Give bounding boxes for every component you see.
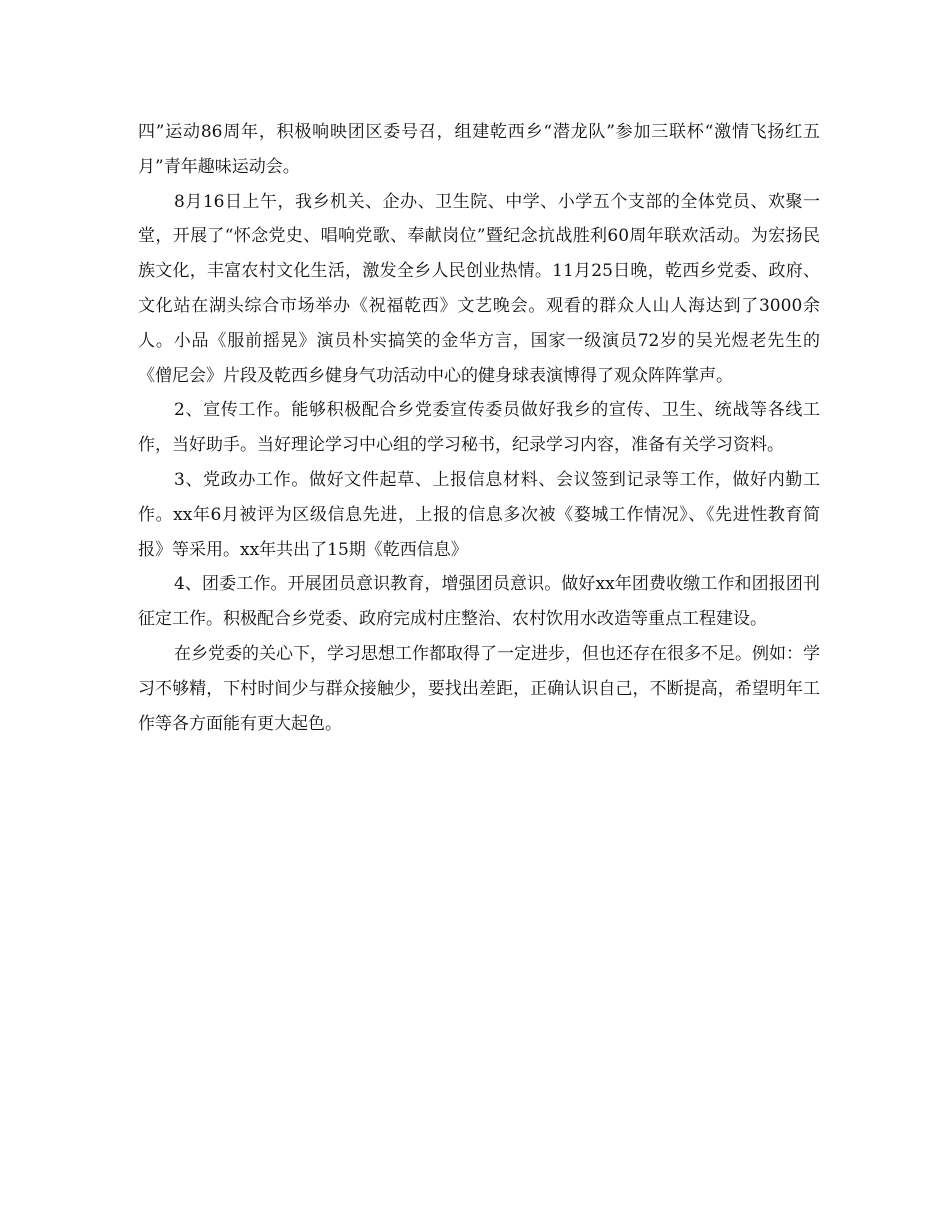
paragraph-party-activities: 8月16日上午，我乡机关、企办、卫生院、中学、小学五个支部的全体党员、欢聚一堂，开展了“怀念党史、唱响党歌、奉献岗位”暨纪念抗战胜利60周年联欢活动。为宏扬民族文化，丰富农村文化生活，激发全乡人民创业热情。11月25日晚，乾西乡党委、政府、文化站在湖头综合市场举办《祝福乾西》文艺晚会。观看的群众人山人海达到了3000余人。小品《服前摇晃》演员朴实搞笑的金华方言，国家一级演员72岁的吴光煜老先生的《僧尼会》片段及乾西乡健身气功活动中心的健身球表演博得了观众阵阵掌声。 [138, 191, 820, 386]
paragraph-continuation: 四”运动86周年，积极响映团区委号召，组建乾西乡“潜龙队”参加三联杯“激情飞扬红五月”青年趣味运动会。 [138, 122, 820, 177]
paragraph-conclusion: 在乡党委的关心下，学习思想工作都取得了一定进步，但也还存在很多不足。例如：学习不够精，下村时间少与群众接触少，要找出差距，正确认识自己，不断提高，希望明年工作等各方面能有更大起色。 [138, 643, 820, 734]
paragraph-propaganda-work: 2、宣传工作。能够积极配合乡党委宣传委员做好我乡的宣传、卫生、统战等各线工作，当好助手。当好理论学习中心组的学习秘书，纪录学习内容，准备有关学习资料。 [138, 400, 820, 456]
paragraph-party-office-work: 3、党政办工作。做好文件起草、上报信息材料、会议签到记录等工作，做好内勤工作。xx年6月被评为区级信息先进，上报的信息多次被《婺城工作情况》、《先进性教育简报》等采用。xx年共出了15期《乾西信息》 [138, 469, 820, 560]
paragraph-youth-league-work: 4、团委工作。开展团员意识教育，增强团员意识。做好xx年团费收缴工作和团报团刊征定工作。积极配合乡党委、政府完成村庄整治、农村饮用水改造等重点工程建设。 [138, 574, 820, 630]
document-body [138, 115, 820, 741]
